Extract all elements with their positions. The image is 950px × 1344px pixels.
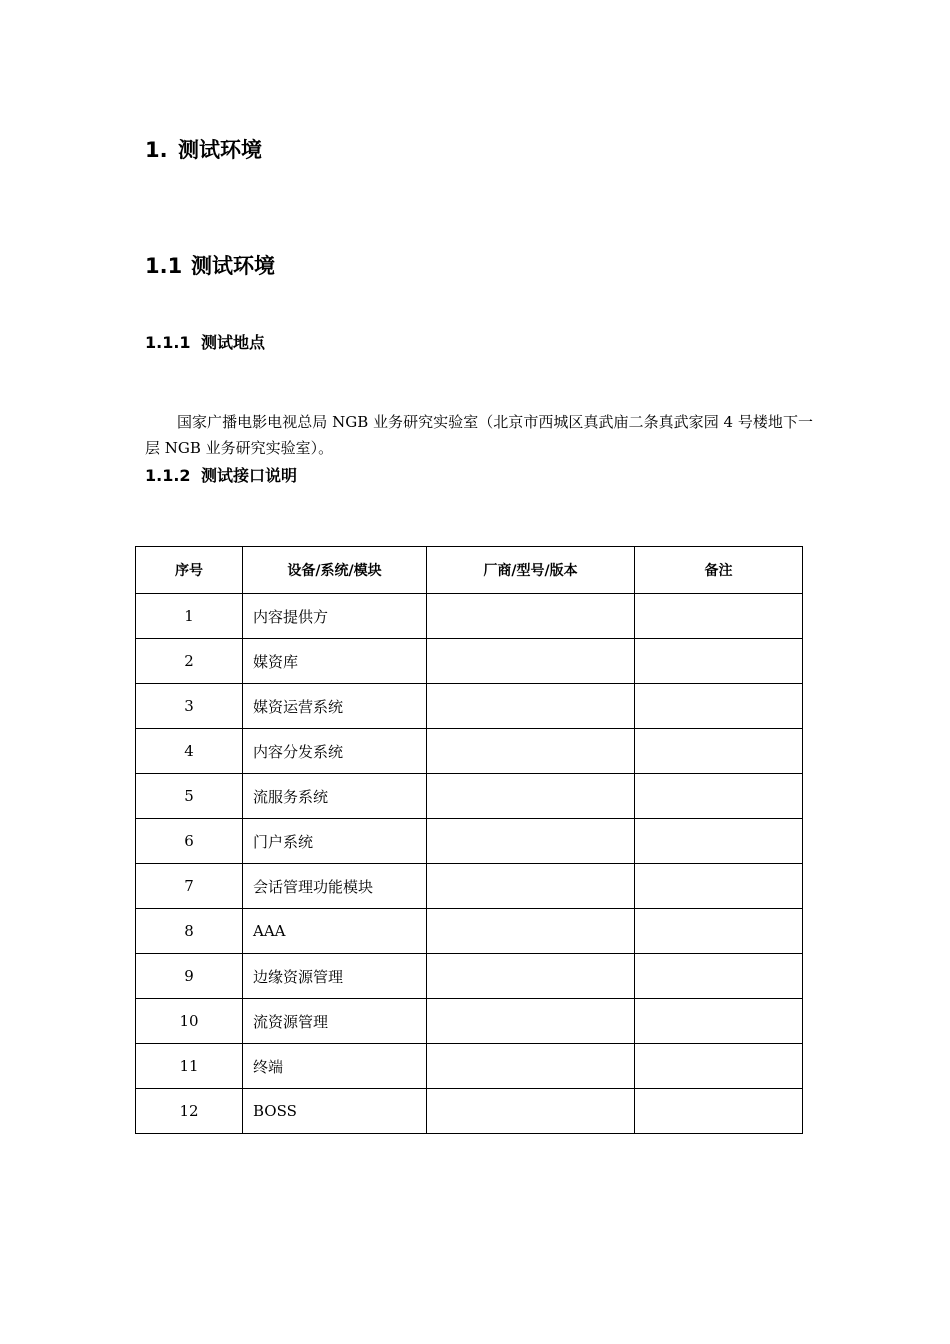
cell-vendor xyxy=(427,1044,635,1089)
cell-note xyxy=(635,999,803,1044)
cell-serial-no: 5 xyxy=(136,774,243,819)
heading-interface-description xyxy=(145,465,297,487)
cell-vendor xyxy=(427,1089,635,1134)
header-device: 设备/系统/模块 xyxy=(243,547,427,594)
cell-vendor xyxy=(427,729,635,774)
cell-device: 内容分发系统 xyxy=(243,729,427,774)
heading-title: 测试地点 xyxy=(201,333,266,352)
cell-serial-no: 4 xyxy=(136,729,243,774)
cell-vendor xyxy=(427,594,635,639)
table-header-row xyxy=(136,547,803,594)
table-row xyxy=(136,639,803,684)
table-row xyxy=(136,729,803,774)
header-vendor: 厂商/型号/版本 xyxy=(427,547,635,594)
cell-vendor xyxy=(427,999,635,1044)
cell-note xyxy=(635,774,803,819)
heading-title: 测试接口说明 xyxy=(201,466,298,485)
cell-device: 边缘资源管理 xyxy=(243,954,427,999)
cell-note xyxy=(635,819,803,864)
cell-serial-no: 1 xyxy=(136,594,243,639)
heading-title: 测试环境 xyxy=(178,138,262,162)
cell-device: 终端 xyxy=(243,1044,427,1089)
cell-device: 门户系统 xyxy=(243,819,427,864)
cell-serial-no: 9 xyxy=(136,954,243,999)
cell-device: 流资源管理 xyxy=(243,999,427,1044)
table-row xyxy=(136,594,803,639)
cell-note xyxy=(635,954,803,999)
cell-device: 媒资库 xyxy=(243,639,427,684)
cell-vendor xyxy=(427,774,635,819)
table-row xyxy=(136,954,803,999)
cell-device: 媒资运营系统 xyxy=(243,684,427,729)
device-table xyxy=(135,546,803,1134)
heading-number: 1.1.1 xyxy=(145,333,191,352)
cell-vendor xyxy=(427,864,635,909)
cell-serial-no: 2 xyxy=(136,639,243,684)
cell-device: BOSS xyxy=(243,1089,427,1134)
cell-note xyxy=(635,1089,803,1134)
cell-vendor xyxy=(427,684,635,729)
cell-note xyxy=(635,864,803,909)
cell-vendor xyxy=(427,819,635,864)
heading-number: 1. xyxy=(145,138,168,162)
table-row xyxy=(136,1044,803,1089)
table-row xyxy=(136,684,803,729)
cell-note xyxy=(635,639,803,684)
heading-level-2 xyxy=(145,252,275,280)
table-row xyxy=(136,1089,803,1134)
location-paragraph: 国家广播电影电视总局 NGB 业务研究实验室（北京市西城区真武庙二条真武家园 4 号楼地下一层 NGB 业务研究实验室）。 xyxy=(145,413,813,457)
cell-vendor xyxy=(427,954,635,999)
heading-number: 1.1 xyxy=(145,254,183,278)
heading-level-1 xyxy=(145,136,262,164)
cell-serial-no: 6 xyxy=(136,819,243,864)
cell-note xyxy=(635,729,803,774)
cell-device: 流服务系统 xyxy=(243,774,427,819)
cell-serial-no: 7 xyxy=(136,864,243,909)
cell-serial-no: 11 xyxy=(136,1044,243,1089)
cell-note xyxy=(635,1044,803,1089)
cell-serial-no: 12 xyxy=(136,1089,243,1134)
cell-note xyxy=(635,594,803,639)
table-row xyxy=(136,999,803,1044)
cell-device: AAA xyxy=(243,909,427,954)
heading-number: 1.1.2 xyxy=(145,466,191,485)
heading-test-location xyxy=(145,332,265,354)
cell-serial-no: 3 xyxy=(136,684,243,729)
cell-serial-no: 10 xyxy=(136,999,243,1044)
table-body xyxy=(136,594,803,1134)
cell-vendor xyxy=(427,909,635,954)
header-note: 备注 xyxy=(635,547,803,594)
cell-serial-no: 8 xyxy=(136,909,243,954)
cell-device: 会话管理功能模块 xyxy=(243,864,427,909)
table-row xyxy=(136,909,803,954)
header-serial-no: 序号 xyxy=(136,547,243,594)
cell-vendor xyxy=(427,639,635,684)
table-row xyxy=(136,864,803,909)
heading-title: 测试环境 xyxy=(191,254,275,278)
cell-device: 内容提供方 xyxy=(243,594,427,639)
cell-note xyxy=(635,909,803,954)
table-row xyxy=(136,774,803,819)
table-row xyxy=(136,819,803,864)
cell-note xyxy=(635,684,803,729)
